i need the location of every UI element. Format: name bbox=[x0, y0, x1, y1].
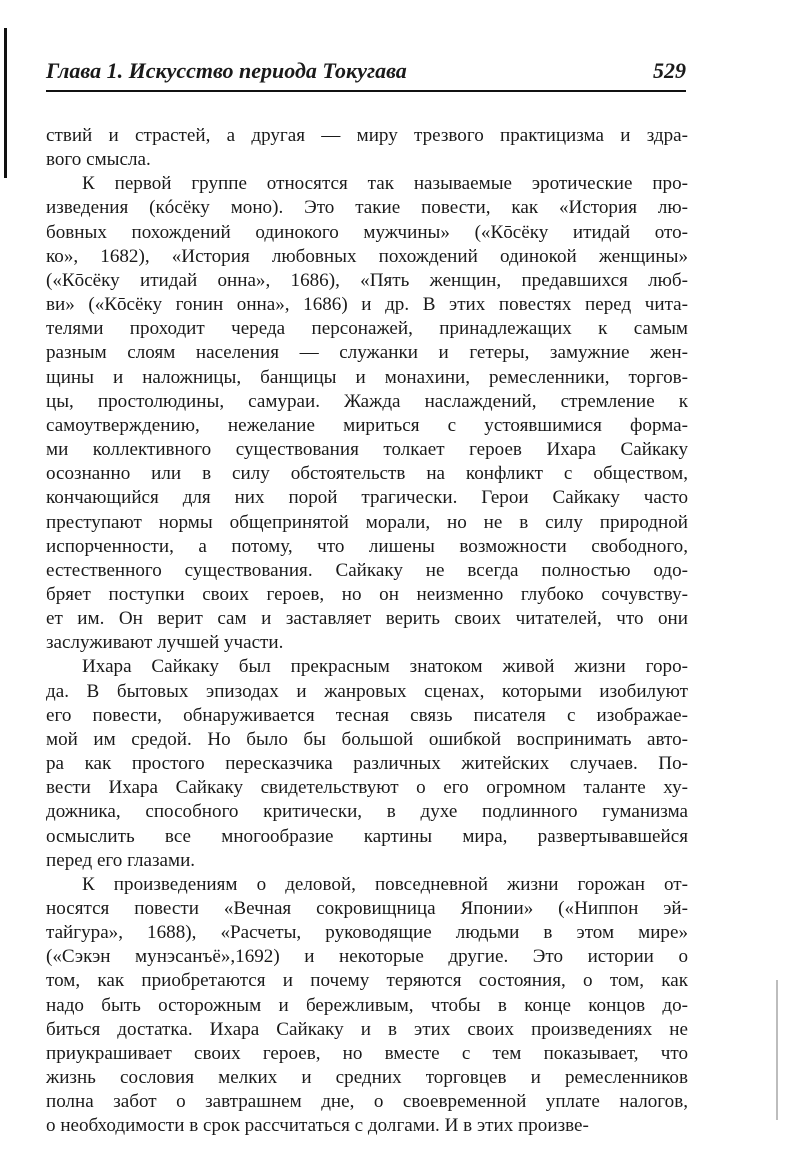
text-line: о необходимости в срок рассчитаться с долгами. И в этих произве- bbox=[46, 1115, 589, 1137]
text-line: мой им средой. Но было бы большой ошибкой воспринимать авто- bbox=[46, 728, 688, 750]
text-line: заслуживают лучшей участи. bbox=[46, 632, 284, 654]
text-line: ствий и страстей, а другая — миру трезвого практицизма и здра- bbox=[46, 125, 688, 146]
text-line: цы, простолюдины, самураи. Жажда наслаждений, стремление к bbox=[46, 390, 688, 412]
text-line: разным слоям населения — служанки и гетеры, замужние жен- bbox=[46, 342, 688, 364]
text-line: («Сэкэн мунэсанъё»,1692) и некоторые другие. Это истории о bbox=[46, 946, 688, 968]
text-line: перед его глазами. bbox=[46, 849, 196, 871]
paragraph bbox=[46, 124, 688, 172]
text-line: кончающийся для них порой трагически. Герои Сайкаку часто bbox=[46, 487, 688, 509]
scan-edge-mark-left bbox=[4, 28, 7, 178]
running-header bbox=[46, 56, 686, 92]
text-line: щины и наложницы, банщицы и монахини, ремесленники, торгов- bbox=[46, 366, 688, 388]
text-line: ра как простого пересказчика различных житейских случаев. По- bbox=[46, 753, 688, 775]
text-line: тайгура», 1688), «Расчеты, руководящие людьми в этом мире» bbox=[46, 922, 688, 944]
text-line: том, как приобретаются и почему теряются состояния, о том, как bbox=[46, 970, 688, 992]
text-line: К произведениям о деловой, повседневной жизни горожан от- bbox=[82, 873, 688, 895]
paragraph bbox=[46, 655, 688, 872]
text-line: бряет поступки своих героев, но он неизменно глубоко сочувству- bbox=[46, 583, 688, 605]
text-line: надо быть осторожным и бережливым, чтобы в конце концов до- bbox=[46, 994, 688, 1016]
text-line: носятся повести «Вечная сокровищница Японии» («Ниппон эй- bbox=[46, 898, 688, 919]
text-line: ви» («Кōсёку гонин онна», 1686) и др. В этих повестях перед чита- bbox=[46, 294, 688, 316]
text-line: Ихара Сайкаку был прекрасным знатоком живой жизни горо- bbox=[82, 656, 688, 678]
text-line: преступают нормы общепринятой морали, но не в силу природной bbox=[46, 511, 688, 533]
text-line: его повести, обнаруживается тесная связь писателя с изображае- bbox=[46, 704, 688, 726]
text-line: осмыслить все многообразие картины мира, развертывавшейся bbox=[46, 825, 688, 847]
text-line: биться достатка. Ихара Сайкаку и в этих своих произведениях не bbox=[46, 1018, 688, 1040]
text-line: приукрашивает своих героев, но вместе с тем показывает, что bbox=[46, 1042, 688, 1064]
text-line: ко», 1682), «История любовных похождений одинокой женщины» bbox=[46, 245, 688, 267]
text-line: бовных похождений одинокого мужчины» («Кōсёку итидай ото- bbox=[46, 221, 688, 243]
text-line: вого смысла. bbox=[46, 149, 151, 171]
text-line: естественного существования. Сайкаку не всегда полностью одо- bbox=[46, 559, 688, 581]
text-line: полна забот о завтрашнем дне, о своевременной уплате налогов, bbox=[46, 1091, 688, 1113]
text-line: испорченности, а потому, что лишены возможности свободного, bbox=[46, 535, 688, 557]
text-line: жизнь сословия мелких и средних торговцев и ремесленников bbox=[46, 1067, 688, 1089]
text-line: вести Ихара Сайкаку свидетельствуют о его огромном таланте ху- bbox=[46, 777, 688, 799]
text-line: изведения (кóсёку моно). Это такие повести, как «История лю- bbox=[46, 197, 688, 219]
scan-edge-mark-right bbox=[776, 980, 778, 1120]
text-line: ет им. Он верит сам и заставляет верить своих читателей, что они bbox=[46, 608, 688, 630]
text-line: осознанно или в силу обстоятельств на конфликт с обществом, bbox=[46, 463, 688, 485]
body-text bbox=[46, 124, 688, 1139]
page-number: 529 bbox=[653, 58, 686, 83]
text-line: ми коллективного существования толкает героев Ихара Сайкаку bbox=[46, 439, 688, 461]
chapter-title: Глава 1. Искусство периода Токугава bbox=[46, 58, 407, 83]
text-line: самоутверждению, нежелание мириться с устоявшимися форма- bbox=[46, 414, 688, 436]
text-line: телями проходит череда персонажей, принадлежащих к самым bbox=[46, 318, 688, 340]
text-line: да. В бытовых эпизодах и жанровых сценах, которыми изобилуют bbox=[46, 680, 688, 702]
text-line: дожника, способного критически, в духе подлинного гуманизма bbox=[46, 801, 688, 823]
text-line: К первой группе относятся так называемые эротические про- bbox=[82, 173, 688, 195]
paragraph bbox=[46, 873, 688, 1139]
text-line: («Кōсёку итидай онна», 1686), «Пять женщин, предавшихся люб- bbox=[46, 269, 688, 291]
paragraph bbox=[46, 172, 688, 655]
